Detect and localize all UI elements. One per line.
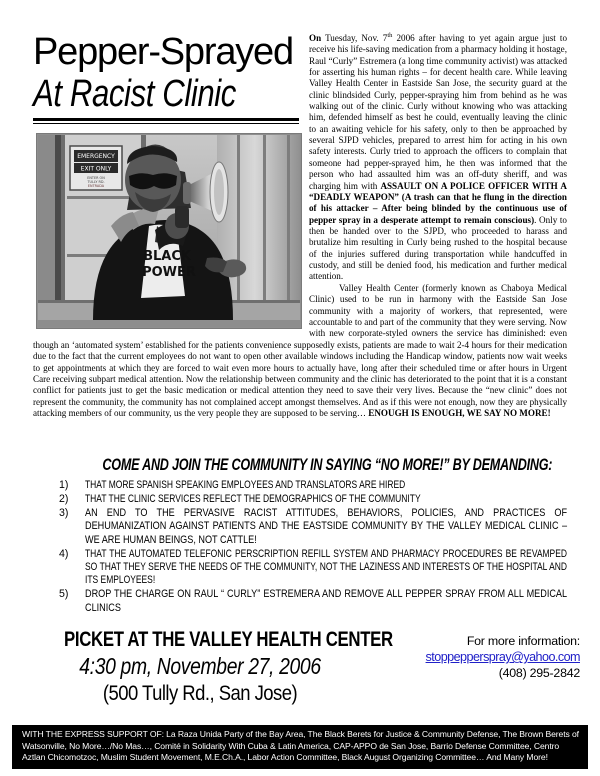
contact-email-link[interactable]: stoppepperspray@yahoo.com xyxy=(425,650,580,664)
svg-text:EMERGENCY: EMERGENCY xyxy=(77,153,115,160)
endorsers-footer xyxy=(12,725,588,769)
contact-phone: (408) 295-2842 xyxy=(498,666,580,680)
article-p1-part-b: 2006 after having to yet again argue just to receive his life-saving medication from a pharmacy holding it hostage, Raul “Curly” Estremera (a long time community activist) was attacked for asserting his human rights – for decent health care. While leaving Valley Health Center in Eastside San Jose, the security guard at the clinic blindsided Curly, pepper-spraying him from behind as he was walking out of the clinic. Curly without knowing who was attacking him, defended himself as best he could, eventually leaving the clinic to an awaiting vehicle for his safety, only to then be approached by several SJPD vehicles, prepared to arrest him for acting in his own safety interests. Curly tried to approach the officers to complain that someone had pepper-sprayed him, he then was informed that the person who had assaulted him was an off-duty sheriff, and was charging him with xyxy=(309,33,567,191)
endorsers-text: WITH THE EXPRESS SUPPORT OF: La Raza Unida Party of the Bay Area, The Black Berets for Justice & Community Defense, The Brown Berets of Watsonville, No More…/No Mas…, Comité in Solidarity With Cuba & Latin America, CAP-APPO de San Jose, Barrio Defense Committee, Centro Aztlan Chicomotzoc, Muslim Student Movement, M.E.Ch.A., Labor Action Committee, Black August Organizing Committee… And Many More! xyxy=(22,729,579,763)
svg-text:ENTER ON: ENTER ON xyxy=(87,176,105,180)
article-lead-word: On xyxy=(309,33,322,44)
demand-item-2-text: THAT THE CLINIC SERVICES REFLECT THE DEMOGRAPHICS OF THE COMMUNITY xyxy=(85,492,421,505)
article-ordinal-suffix: th xyxy=(387,32,393,39)
demand-item-4 xyxy=(59,548,567,588)
photo-text-wrap-spacer xyxy=(33,30,309,332)
article-body xyxy=(33,30,567,419)
svg-text:POWER: POWER xyxy=(142,265,196,280)
svg-text:EXIT ONLY: EXIT ONLY xyxy=(80,165,112,173)
article-p1-part-c: . Only to then be handed over to the SJPD, who proceeded to harass and brutalize him resulting in Curly being rushed to the hospital because of the injuries suffered during transportation while handcuffed in custody, and still be denied food, his medication and further medical attention. xyxy=(309,214,567,282)
article-p1-bold-charge: ASSAULT ON A POLICE OFFICER WITH A “DEADLY WEAPON” (A trash can that he flung in the direction of his attacker – After being blinded by the continuous use of pepper spray in a desperate attempt to remain conscious) xyxy=(309,180,567,225)
demand-item-1-text: THAT MORE SPANISH SPEAKING EMPLOYEES AND TRANSLATORS ARE HIRED xyxy=(85,479,406,491)
picket-location: PICKET AT THE VALLEY HEALTH CENTER xyxy=(64,628,393,651)
article-p2-text: Valley Health Center (formerly known as Chaboya Medical Clinic) used to be run in harmony with the Eastside San Jose community with a majority of workers, that represented, were accountable to and part of the community that they were serving. Now with new corporate-styled owners the service has diminished: even though an ‘automated system’ established for the patients convenience supposedly exists, patients are made to wait 2-4 hours for their medication due to the fact that the current employees do not want to open other available windows including the Handicap window, patients now wait weeks to get appointments at which they are forced to wait even more hours to actually have, long after their scheduled time or after hours in Urgent Care receiving subpart medical attention. Now the relationship between community and the clinic has deteriorated to the point that it is a constant conflict for patients just to get the basic medication or medical attention they need to save their very lives. Because the “new clinic” does not represent the community, the community has not complained accept amongst themselves. And as if this were not enough, now they are physically attacking members of our community, us the very people they are supposed to be serving… xyxy=(33,283,567,418)
demands-section xyxy=(33,455,567,616)
demand-item-3 xyxy=(59,507,567,547)
title-line-2: At Racist Clinic xyxy=(33,73,236,115)
article-p1-part-a: Tuesday, Nov. 7 xyxy=(321,33,388,44)
demand-item-5 xyxy=(59,588,567,615)
demands-heading: COME AND JOIN THE COMMUNITY IN SAYING “NO MORE!” BY DEMANDING: xyxy=(102,455,553,474)
demand-item-5-text: DROP THE CHARGE ON RAUL “ CURLY” ESTREMERA AND REMOVE ALL PEPPER SPRAY FROM ALL MEDICAL CLINICS xyxy=(85,588,568,614)
picket-datetime: 4:30 pm, November 27, 2006 xyxy=(79,653,321,679)
svg-text:BLACK: BLACK xyxy=(143,249,191,264)
title-line-1: Pepper-Sprayed xyxy=(33,31,293,73)
demand-item-2 xyxy=(59,493,567,506)
picket-address: (500 Tully Rd., San Jose) xyxy=(102,682,298,705)
demand-item-4-text: THAT THE AUTOMATED TELEFONIC PERSCRIPTION REFILL SYSTEM AND PHARMACY PROCEDURES BE REVAMPED SO THAT THEY SERVE THE NEEDS OF THE COMMUNITY, NOT THE LAZINESS AND INTERESTS OF THE HOSPITAL AND ITS EMPLOYEES! xyxy=(85,547,567,587)
svg-text:ENTRADA: ENTRADA xyxy=(87,184,105,188)
contact-label: For more information: xyxy=(466,634,580,648)
contact-block xyxy=(400,633,580,681)
svg-text:TULLY RD.: TULLY RD. xyxy=(87,180,105,184)
demands-list xyxy=(33,479,567,615)
demand-item-1 xyxy=(59,479,567,492)
article-enough-slogan: ENOUGH IS ENOUGH, WE SAY NO MORE! xyxy=(368,407,551,418)
picket-callout xyxy=(30,628,393,706)
demand-item-3-text: AN END TO THE PERVASIVE RACIST ATTITUDES, BEHAVIORS, POLICIES, AND PRACTICES OF DEHUMANIZATION AGAINST PATIENTS AND THE EASTSIDE COMMUNITY BY THE VALLEY MEDICAL CLINIC – WE ARE HUMAN BEINGS, NOT CATTLE! xyxy=(85,506,568,546)
